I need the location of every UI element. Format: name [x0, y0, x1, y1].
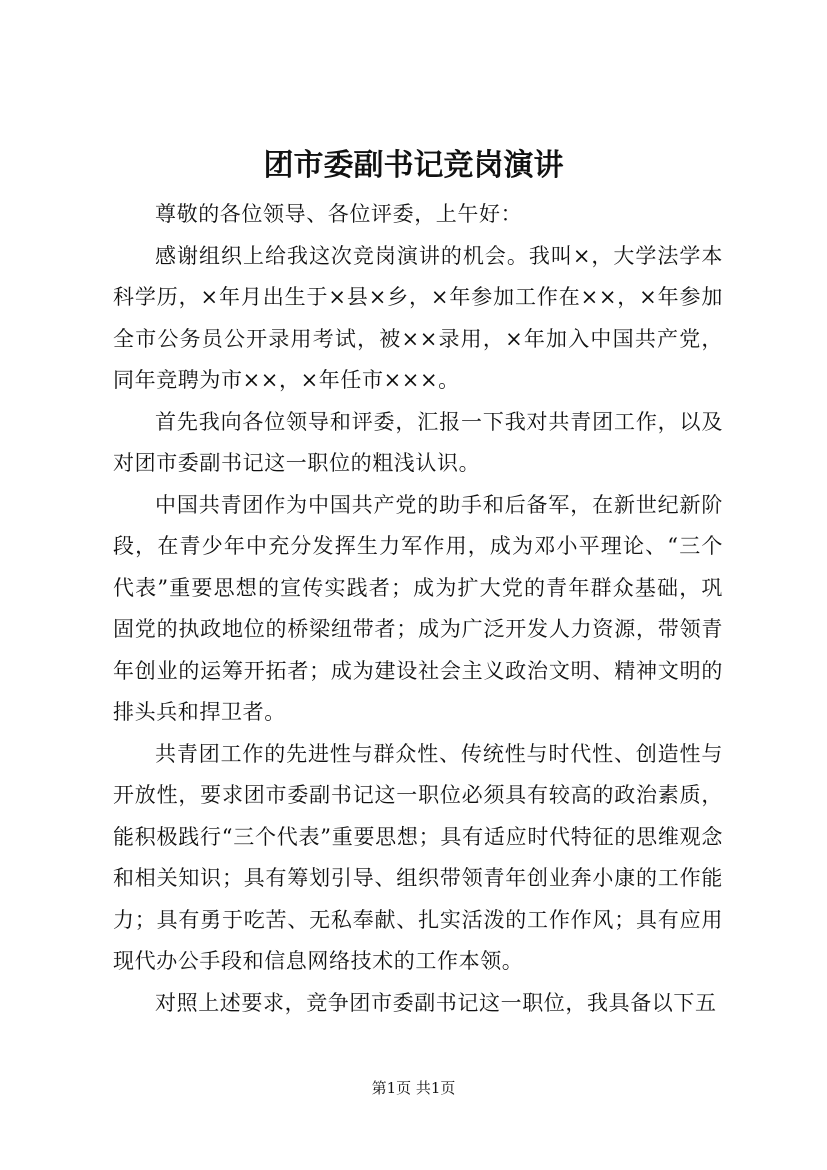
document-title: 团市委副书记竞岗演讲 — [263, 148, 564, 183]
paragraph-league-role: 中国共青团作为中国共产党的助手和后备军，在新世纪新阶段，在青少年中充分发挥生力军作用，成为邓小平理论、“三个代表”重要思想的宣传实践者；成为扩大党的青年群众基础，巩固党的执政地位的桥梁纽带者；成为广泛开发人力资源，带领青年创业的运筹开拓者；成为建设社会主义政治文明、精神文明的排头兵和捍卫者。 — [113, 492, 723, 724]
paragraph-report: 首先我向各位领导和评委，汇报一下我对共青团工作，以及对团市委副书记这一职位的粗浅认识。 — [113, 409, 723, 475]
paragraph-qualifications: 对照上述要求，竞争团市委副书记这一职位，我具备以下五 — [155, 990, 717, 1015]
paragraph-introduction: 感谢组织上给我这次竞岗演讲的机会。我叫×，大学法学本科学历，×年月出生于×县×乡，×年参加工作在××，×年参加全市公务员公开录用考试，被××录用，×年加入中国共产党，同年竞聘为市××，×年任市×××。 — [113, 243, 723, 392]
paragraph-requirements: 共青团工作的先进性与群众性、传统性与时代性、创造性与开放性，要求团市委副书记这一职位必须具有较高的政治素质，能积极践行“三个代表”重要思想；具有适应时代特征的思维观念和相关知识；具有筹划引导、组织带领青年创业奔小康的工作能力；具有勇于吃苦、无私奉献、扎实活泼的工作作风；具有应用现代办公手段和信息网络技术的工作本领。 — [113, 741, 723, 973]
page-number-footer: 第1页 共1页 — [371, 1079, 456, 1097]
document-body — [113, 194, 723, 1024]
paragraph-greeting: 尊敬的各位领导、各位评委，上午好： — [155, 202, 523, 226]
